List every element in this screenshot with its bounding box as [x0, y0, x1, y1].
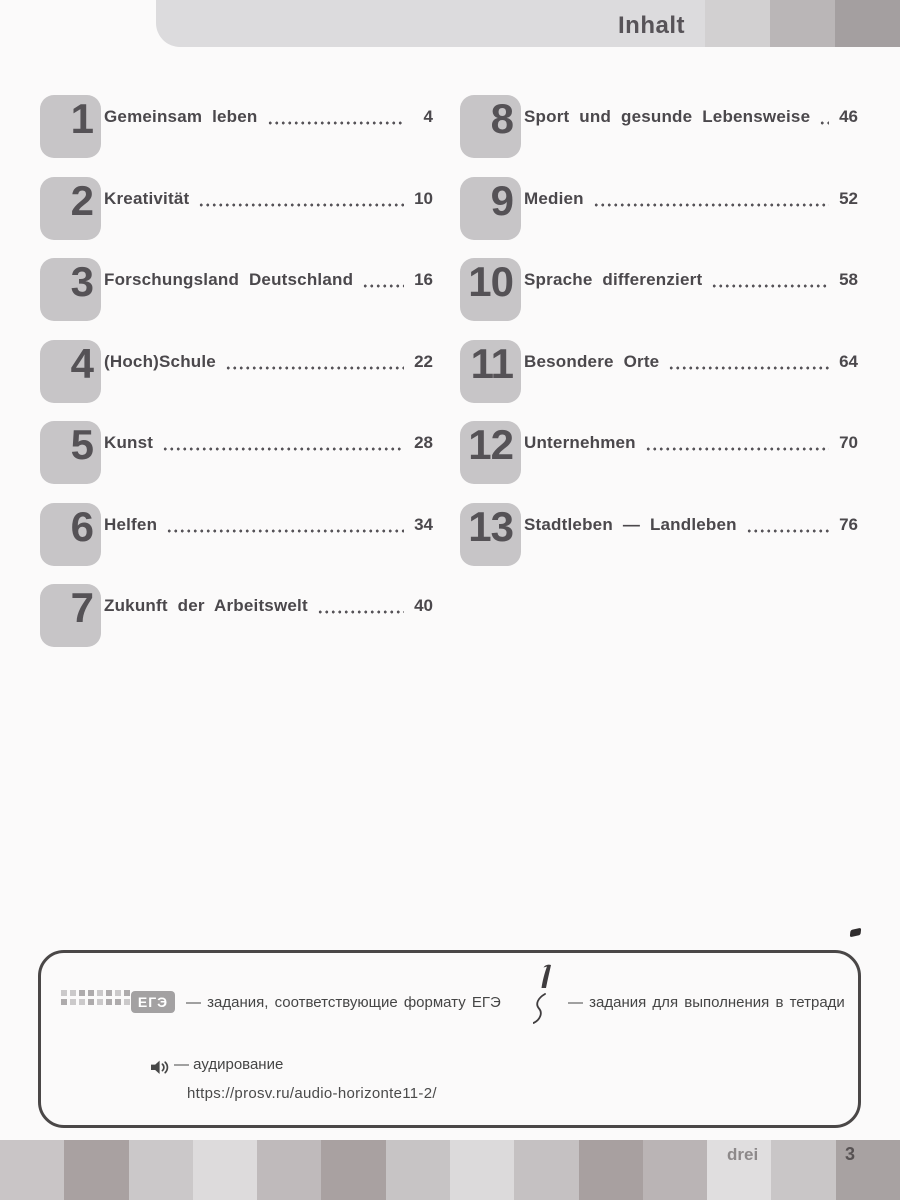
chapter-title: Kunst — [104, 433, 154, 452]
chapter-page: 4 — [423, 107, 433, 126]
toc-entry-line — [104, 107, 433, 127]
chapter-title: Zukunft der Arbeitswelt — [104, 596, 308, 615]
pattern-cell — [115, 999, 121, 1005]
chapter-title: Unternehmen — [524, 433, 636, 452]
stripe — [0, 1140, 64, 1200]
stripe — [514, 1140, 578, 1200]
chapter-title: Medien — [524, 188, 584, 208]
footer-page-number: 3 — [845, 1144, 856, 1164]
ege-pattern-icon — [61, 990, 130, 1005]
pattern-cell — [97, 990, 103, 996]
toc-entry-line — [104, 596, 433, 616]
toc-entry — [40, 340, 433, 403]
ink-mark — [850, 928, 862, 938]
toc-entry-line — [524, 189, 858, 209]
chapter-number-badge — [460, 340, 521, 403]
stripe — [450, 1140, 514, 1200]
chapter-title: Kreativität — [104, 188, 190, 208]
toc-entry-line — [524, 515, 858, 535]
toc-column-left — [40, 95, 433, 666]
toc-entry-line — [524, 433, 858, 453]
toc-entry — [40, 95, 433, 158]
stripe — [579, 1140, 643, 1200]
chapter-number-badge — [460, 503, 521, 566]
chapter-number-badge — [460, 258, 521, 321]
footer-stripes — [0, 1140, 900, 1200]
pattern-cell — [106, 990, 112, 996]
toc-entry-line — [524, 270, 858, 290]
pattern-cell — [115, 990, 121, 996]
chapter-number: 6 — [70, 502, 93, 550]
pattern-cell — [61, 990, 67, 996]
chapter-page: 40 — [414, 596, 433, 615]
toc-entry — [460, 421, 858, 484]
audio-url: https://prosv.ru/audio-horizonte11-2/ — [187, 1085, 437, 1102]
dotted-leader — [362, 284, 404, 288]
chapter-number: 2 — [70, 176, 93, 224]
dotted-leader — [225, 366, 404, 370]
chapter-number-badge — [40, 95, 101, 158]
chapter-title: Helfen — [104, 514, 158, 534]
toc-entry — [40, 258, 433, 321]
ege-legend-text: — задания, соответствующие формату ЕГЭ — [186, 994, 501, 1011]
pattern-cell — [124, 990, 130, 996]
pencil-icon — [533, 963, 559, 1034]
pattern-cell — [97, 999, 103, 1005]
stripe — [835, 0, 900, 47]
chapter-number: 5 — [70, 421, 93, 468]
dotted-leader — [267, 121, 404, 125]
chapter-page: 10 — [414, 188, 433, 208]
toc-entry — [40, 584, 433, 647]
dotted-leader — [645, 447, 829, 451]
stripe — [64, 1140, 128, 1200]
toc-entry — [40, 421, 433, 484]
toc-entry-line — [104, 189, 433, 209]
chapter-number: 8 — [490, 95, 513, 142]
chapter-page: 34 — [414, 514, 433, 534]
chapter-title: Gemeinsam leben — [104, 107, 258, 126]
chapter-number: 1 — [70, 95, 93, 142]
toc-entry-line — [524, 107, 858, 127]
chapter-number-badge — [40, 340, 101, 403]
chapter-title: Forschungsland Deutschland — [104, 270, 354, 289]
chapter-title: Sport und gesunde Lebensweise — [524, 107, 811, 126]
chapter-number-badge — [40, 177, 101, 240]
dotted-leader — [746, 529, 829, 533]
dotted-leader — [162, 447, 404, 451]
pattern-cell — [124, 999, 130, 1005]
toc-entry — [460, 503, 858, 566]
header-stripes — [705, 0, 900, 47]
stripe — [257, 1140, 321, 1200]
speaker-icon — [151, 1060, 171, 1080]
dotted-leader — [593, 203, 829, 207]
stripe — [705, 0, 770, 47]
pattern-cell — [106, 999, 112, 1005]
chapter-title: Stadtleben — Landleben — [524, 514, 737, 534]
chapter-title: Sprache differenziert — [524, 270, 703, 289]
toc-entry — [460, 340, 858, 403]
dotted-leader — [198, 203, 404, 207]
chapter-number-badge — [40, 421, 101, 484]
chapter-page: 22 — [414, 351, 433, 371]
toc-entry — [460, 95, 858, 158]
chapter-number: 13 — [468, 502, 513, 550]
toc-entry-line — [104, 270, 433, 290]
chapter-number-badge — [40, 503, 101, 566]
toc-column-right — [460, 95, 858, 584]
toc-entry — [460, 177, 858, 240]
toc-entry — [40, 503, 433, 566]
dotted-leader — [317, 610, 404, 614]
chapter-page: 64 — [839, 351, 858, 371]
legend-box — [38, 950, 861, 1128]
chapter-number: 3 — [70, 258, 93, 305]
notebook-legend-text: — задания для выполнения в тетради — [568, 994, 845, 1011]
pattern-cell — [61, 999, 67, 1005]
chapter-page: 58 — [839, 270, 858, 289]
stripe — [386, 1140, 450, 1200]
pattern-cell — [88, 999, 94, 1005]
chapter-page: 28 — [414, 433, 433, 452]
chapter-number: 11 — [470, 339, 513, 387]
toc-entry-line — [104, 352, 433, 372]
stripe — [643, 1140, 707, 1200]
chapter-page: 46 — [839, 107, 858, 126]
stripe — [770, 0, 835, 47]
chapter-page: 76 — [839, 514, 858, 534]
chapter-number: 12 — [468, 421, 513, 468]
chapter-number: 7 — [70, 584, 93, 631]
chapter-number-badge — [460, 421, 521, 484]
pattern-cell — [88, 990, 94, 996]
pattern-cell — [70, 990, 76, 996]
stripe — [321, 1140, 385, 1200]
chapter-number-badge — [460, 95, 521, 158]
pattern-cell — [70, 999, 76, 1005]
toc-entry-line — [104, 515, 433, 535]
chapter-number: 4 — [70, 339, 93, 387]
chapter-title: Besondere Orte — [524, 351, 660, 371]
toc-entry-line — [524, 352, 858, 372]
page-title: Inhalt — [618, 12, 685, 39]
chapter-number: 9 — [490, 176, 513, 224]
toc-entry-line — [104, 433, 433, 453]
dotted-leader — [668, 366, 829, 370]
dotted-leader — [166, 529, 404, 533]
chapter-title: (Hoch)Schule — [104, 351, 216, 371]
pattern-cell — [79, 990, 85, 996]
toc-entry — [40, 177, 433, 240]
stripe — [129, 1140, 193, 1200]
stripe — [193, 1140, 257, 1200]
chapter-page: 16 — [414, 270, 433, 289]
ege-badge: ЕГЭ — [131, 991, 175, 1013]
chapter-number-badge — [40, 584, 101, 647]
footer-page-word: drei — [727, 1145, 759, 1164]
toc-entry — [460, 258, 858, 321]
dotted-leader — [711, 284, 829, 288]
audio-legend-text: — аудирование — [174, 1056, 284, 1073]
dotted-leader — [819, 121, 829, 125]
chapter-number: 10 — [468, 258, 513, 305]
chapter-page: 70 — [839, 433, 858, 452]
chapter-number-badge — [40, 258, 101, 321]
stripe — [771, 1140, 835, 1200]
chapter-number-badge — [460, 177, 521, 240]
pattern-cell — [79, 999, 85, 1005]
chapter-page: 52 — [839, 188, 858, 208]
